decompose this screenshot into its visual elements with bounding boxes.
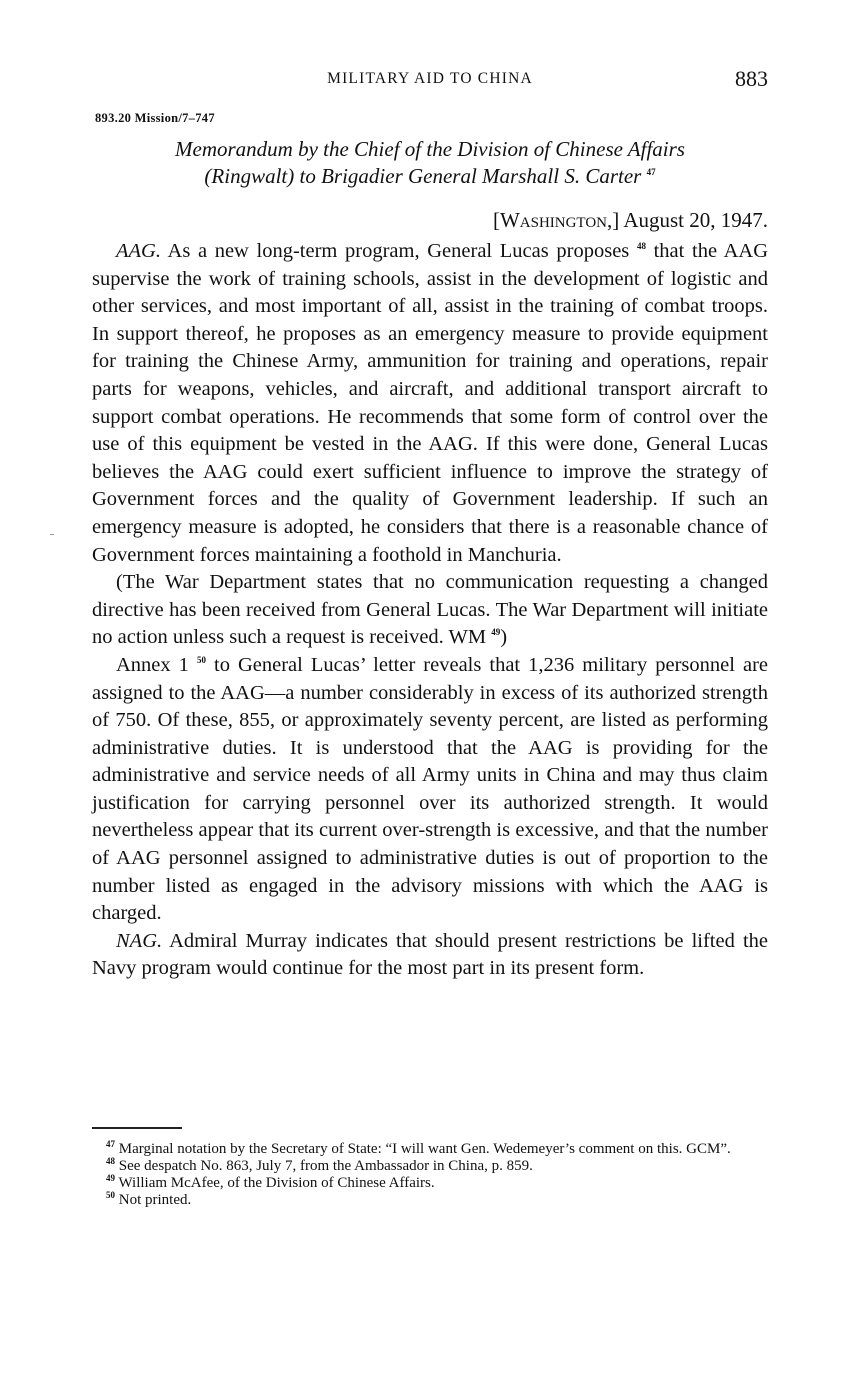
- footnote-49-number: 49: [106, 1173, 115, 1183]
- paragraph-war-department-close: ): [500, 626, 508, 649]
- footnote-ref-50: 50: [196, 655, 206, 666]
- paragraph-annex-text-a: Annex 1: [116, 653, 189, 676]
- footnote-49: [92, 1175, 768, 1192]
- file-reference: 893.20 Mission/7–747: [95, 111, 215, 125]
- page-number: 883: [735, 66, 768, 91]
- footnote-48-text: See despatch No. 863, July 7, from the Ambassador in China, p. 859.: [115, 1158, 533, 1174]
- paragraph-nag-lead: NAG.: [116, 929, 163, 952]
- document-title-line-2-text: (Ringwalt) to Brigadier General Marshall S. Carter: [204, 164, 642, 188]
- footnote-47: [92, 1141, 768, 1158]
- dateline: [493, 208, 768, 233]
- document-title-line-1: Memorandum by the Chief of the Division of Chinese Affairs: [175, 137, 685, 161]
- dateline-place: [Washington,]: [492, 208, 620, 232]
- document-title-line-2: [92, 163, 768, 190]
- paragraph-war-department-text: (The War Department states that no communication requesting a changed directive has been received from General Lucas. The War Department will initiate no action unless such a request is received. WM: [92, 571, 768, 649]
- footnote-ref-49: 49: [491, 627, 501, 638]
- paragraph-aag-lead: AAG.: [116, 240, 161, 262]
- running-title: MILITARY AID TO CHINA: [327, 70, 533, 87]
- footnote-48-number: 48: [106, 1156, 115, 1166]
- document-title: [92, 136, 768, 190]
- footnote-ref-47: 47: [646, 167, 656, 177]
- footnote-47-number: 47: [106, 1139, 115, 1149]
- paragraph-nag: [92, 928, 768, 983]
- running-header: [92, 66, 768, 96]
- paragraph-annex: [92, 652, 768, 928]
- paragraph-nag-text: Admiral Murray indicates that should present restrictions be lifted the Navy program would continue for the most part in its present form.: [92, 929, 768, 980]
- footnote-50-text: Not printed.: [115, 1192, 192, 1208]
- paragraph-aag: [92, 238, 768, 569]
- paragraph-annex-text-b: to General Lucas’ letter reveals that 1,236 military personnel are assigned to the AAG—a number considerably in excess of its authorized strength of 750. Of these, 855, or approximately seventy percent, are listed as performing administrative duties. It is understood that the AAG is providing for the administrative and service needs of all Army units in China and may thus claim justification for carrying personnel over its authorized strength. It would nevertheless appear that its current over-strength is excessive, and that the number of AAG personnel assigned to administrative duties is out of proportion to the number listed as engaged in the advisory missions with which the AAG is charged.: [92, 653, 768, 925]
- footnote-49-text: William McAfee, of the Division of Chinese Affairs.: [115, 1175, 435, 1191]
- paragraph-aag-text-b: that the AAG supervise the work of training schools, assist in the development of logistic and other services, and most important of all, assist in the training of combat troops. In support thereof, he proposes as an emergency measure to provide equipment for training the Chinese Army, ammunition for training and operations, repair parts for weapons, vehicles, and aircraft, and additional transport aircraft to support combat operations. He recommends that some form of control over the use of this equipment be vested in the AAG. If this were done, General Lucas believes the AAG could exert sufficient influence to improve the strategy of Government forces and the quality of Government leadership. If such an emergency measure is adopted, he considers that there is a reasonable chance of Government forces maintaining a foothold in Manchuria.: [92, 240, 768, 566]
- footnote-ref-48: 48: [636, 241, 646, 252]
- memorandum-body: [92, 238, 768, 983]
- margin-mark: [50, 534, 54, 535]
- paragraph-war-department: [92, 569, 768, 652]
- footnote-48: [92, 1158, 768, 1175]
- footnote-50: [92, 1192, 768, 1209]
- footnotes: [92, 1141, 768, 1209]
- footnote-50-number: 50: [106, 1190, 115, 1200]
- paragraph-aag-text-a: As a new long-term program, General Lucas proposes: [160, 240, 630, 262]
- footnote-47-text: Marginal notation by the Secretary of State: “I will want Gen. Wedemeyer’s comment on this. GCM”.: [115, 1141, 731, 1157]
- dateline-date: August 20, 1947.: [619, 208, 768, 232]
- footnote-rule: [92, 1127, 182, 1129]
